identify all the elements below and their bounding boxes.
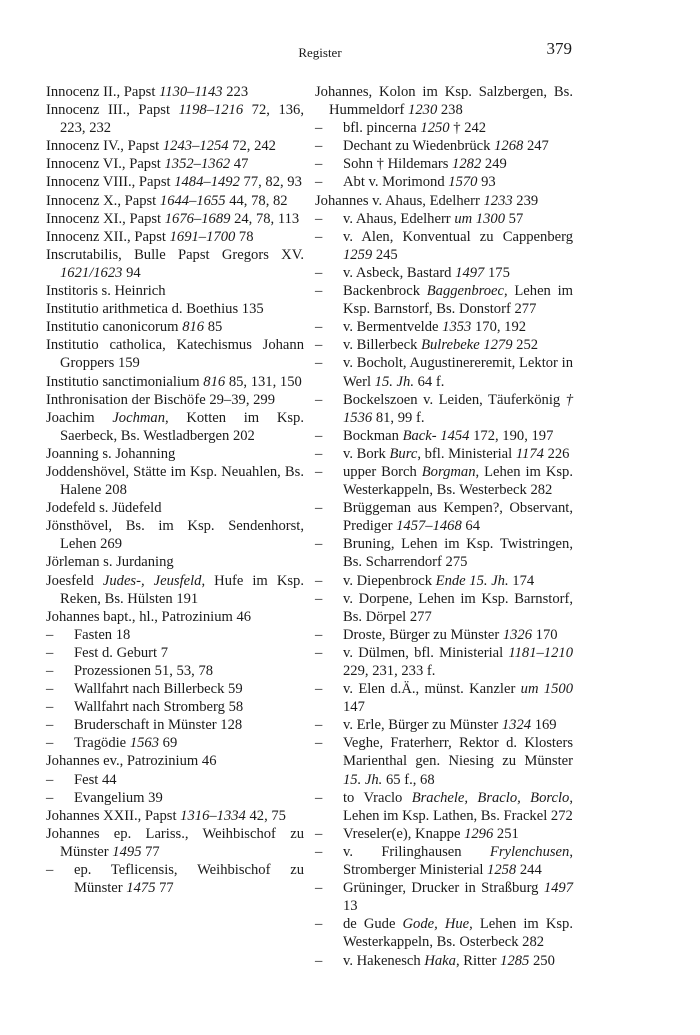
entry-italic-text: 1250 — [420, 120, 450, 137]
subentry-dash: – — [315, 427, 323, 444]
entry-italic-text: 1316–1334 — [180, 807, 246, 824]
entry-text: v. Alen, Konventual zu Cappenberg — [343, 228, 573, 245]
index-subentry — [315, 354, 573, 390]
entry-italic-text: Frylenchusen — [489, 843, 570, 860]
entry-text: 251 — [493, 825, 519, 842]
entry-text: , Lehen im Ksp. Westerkappeln, Bs. Osterbeck 282 — [343, 916, 573, 951]
subentry-dash: – — [315, 843, 323, 860]
subentry-dash: – — [46, 789, 54, 806]
index-entry — [46, 83, 304, 101]
entry-text: Johannes ep. Lariss., Weihbischof zu Münster — [46, 825, 304, 860]
entry-text: 77, 82, 93 — [239, 174, 302, 191]
index-subentry — [315, 680, 573, 716]
index-subentry — [315, 915, 573, 951]
index-entry — [46, 825, 304, 861]
entry-text: , bfl. Ministerial — [417, 445, 516, 462]
entry-italic-text: 1285 — [500, 952, 530, 969]
index-subentry — [46, 861, 304, 897]
subentry-dash: – — [315, 156, 323, 173]
subentry-dash: – — [315, 735, 323, 752]
entry-text: Sohn † Hildemars — [343, 156, 453, 173]
entry-italic-text: 1691–1700 — [169, 228, 236, 245]
entry-italic-text: Back- 1454 — [402, 427, 470, 444]
entry-text: Wallfahrt nach Stromberg 58 — [74, 699, 244, 716]
entry-text: Backenbrock — [343, 283, 427, 300]
entry-text: 57 — [505, 210, 524, 227]
entry-italic-text: 15. Jh. — [343, 771, 383, 788]
entry-text: 250 — [529, 952, 555, 969]
subentry-dash: – — [315, 445, 323, 462]
entry-italic-text: Jochman — [112, 409, 166, 426]
entry-text: Vreseler(e), Knappe — [343, 825, 465, 842]
entry-text: 170, 192 — [471, 319, 527, 336]
entry-text: Innocenz XI., Papst — [46, 210, 165, 227]
page-number: 379 — [546, 39, 572, 58]
entry-text: 93 — [477, 174, 496, 191]
entry-italic-text: 1326 — [502, 626, 533, 643]
entry-text: 64 — [461, 518, 481, 535]
entry-italic-text: 1570 — [448, 174, 478, 191]
entry-text: Johannes, Kolon im Ksp. Salzbergen, Bs. Hummeldorf — [315, 84, 573, 119]
entry-text: , Kotten im Ksp. Saerbeck, Bs. Westladbergen 202 — [60, 409, 304, 444]
index-subentry — [315, 264, 573, 282]
subentry-dash: – — [315, 210, 323, 227]
index-subentry — [315, 572, 573, 590]
entry-text: Joachim — [46, 409, 113, 426]
entry-italic-text: 1259 — [343, 246, 373, 263]
entry-text: , Lehen im Ksp. Westerkappeln, Bs. Westerbeck 282 — [343, 463, 573, 499]
entry-text: v. Bermentvelde — [343, 319, 443, 336]
index-subentry — [46, 662, 304, 680]
entry-text: Fest 44 — [74, 771, 117, 788]
subentry-dash: – — [315, 319, 323, 336]
entry-text: Institutio catholica, Katechismus Johann Groppers 159 — [46, 337, 304, 372]
index-entry — [46, 300, 304, 318]
index-subentry — [46, 680, 304, 698]
subentry-dash: – — [315, 789, 323, 806]
entry-italic-text: 1296 — [464, 825, 494, 842]
entry-text: 252 — [512, 337, 539, 354]
subentry-dash: – — [315, 174, 323, 191]
entry-text: Johannes bapt., hl., Patrozinium 46 — [46, 608, 252, 625]
entry-text: , Ritter — [455, 952, 501, 969]
entry-text: Institutio canonicorum — [46, 319, 183, 336]
entry-italic-text: 1475 — [126, 880, 156, 897]
entry-italic-text: 1497 — [455, 264, 485, 281]
subentry-dash: – — [315, 264, 323, 281]
entry-text: 247 — [523, 138, 549, 155]
subentry-dash: – — [315, 590, 323, 607]
index-entry — [46, 173, 304, 191]
subentry-dash: – — [46, 862, 54, 879]
index-entry — [46, 409, 304, 445]
entry-text: 65 f., 68 — [382, 771, 435, 788]
subentry-dash: – — [315, 355, 323, 372]
entry-text: v. Elen d.Ä., münst. Kanzler — [343, 681, 521, 698]
index-entry — [46, 752, 304, 770]
subentry-dash: – — [315, 681, 323, 698]
subentry-dash: – — [315, 120, 323, 137]
entry-italic-text: 1353 — [442, 319, 472, 336]
entry-text: v. Dülmen, bfl. Ministerial — [343, 644, 509, 661]
entry-text: 77 — [141, 843, 160, 860]
entry-italic-text: Gode, Hue — [402, 916, 470, 933]
entry-text: 78 — [235, 228, 254, 245]
entry-text: Joddenshövel, Stätte im Ksp. Neuahlen, Bs. Halene 208 — [46, 463, 304, 499]
index-subentry — [315, 155, 573, 173]
entry-text: Institutio sanctimonialium — [46, 373, 204, 390]
entry-text: , Stromberger Ministerial — [343, 843, 573, 879]
entry-text: Bockman — [343, 427, 403, 444]
entry-italic-text: 1230 — [408, 102, 438, 119]
entry-text: bfl. pincerna — [343, 120, 421, 137]
entry-italic-text: Burc — [389, 445, 418, 462]
entry-text: 169 — [531, 717, 557, 734]
index-subentry — [315, 626, 573, 644]
entry-italic-text: 1352–1362 — [164, 156, 231, 173]
entry-italic-text: 1198–1216 — [178, 102, 244, 119]
entry-italic-text: Haka — [424, 952, 456, 969]
index-subentry — [315, 137, 573, 155]
subentry-dash: – — [315, 391, 323, 408]
entry-text: Droste, Bürger zu Münster — [343, 626, 503, 643]
entry-text: Innocenz VI., Papst — [46, 156, 165, 173]
subentry-dash: – — [315, 138, 323, 155]
entry-italic-text: um 1300 — [454, 210, 505, 227]
index-subentry — [46, 734, 304, 752]
entry-text: v. Bocholt, Augustinereremit, Lektor in Werl — [343, 355, 573, 390]
index-subentry — [315, 445, 573, 463]
index-entry — [46, 228, 304, 246]
index-entry — [46, 391, 304, 409]
entry-text: Inthronisation der Bischöfe 29–39, 299 — [46, 391, 276, 408]
subentry-dash: – — [315, 283, 323, 300]
index-subentry — [315, 391, 573, 427]
entry-text: 13 — [343, 898, 358, 915]
index-entry — [46, 445, 304, 463]
entry-text: Jodefeld s. Jüdefeld — [46, 500, 162, 517]
entry-text: v. Frilinghausen — [343, 843, 490, 860]
entry-text: 64 f. — [413, 373, 445, 390]
entry-text: 226 — [543, 445, 570, 462]
entry-italic-text: Ende 15. Jh. — [435, 572, 509, 589]
entry-italic-text: 1268 — [494, 138, 524, 155]
index-entry — [315, 83, 573, 119]
index-subentry — [315, 716, 573, 734]
index-subentry — [315, 789, 573, 825]
entry-text: Wallfahrt nach Billerbeck 59 — [74, 681, 243, 698]
index-entry — [46, 246, 304, 282]
subentry-dash: – — [315, 463, 323, 480]
entry-text: Innocenz X., Papst — [46, 192, 160, 209]
entry-italic-text: 1495 — [112, 843, 142, 860]
entry-text: Institoris s. Heinrich — [46, 283, 166, 300]
subentry-dash: – — [315, 572, 323, 589]
running-header: Register — [298, 45, 342, 60]
index-entry — [46, 282, 304, 300]
entry-text: 249 — [481, 156, 507, 173]
index-entry — [46, 553, 304, 571]
entry-text: 72, 242 — [228, 138, 276, 155]
entry-text: v. Ahaus, Edelherr — [343, 210, 455, 227]
entry-text: Veghe, Fraterherr, Rektor d. Klosters Marienthal gen. Niesing zu Münster — [343, 735, 573, 770]
entry-text: Evangelium 39 — [74, 789, 163, 806]
index-subentry — [315, 336, 573, 354]
subentry-dash: – — [315, 228, 323, 245]
entry-text: Innocenz XII., Papst — [46, 228, 170, 245]
entry-text: Johannes XXII., Papst — [46, 807, 181, 824]
subentry-dash: – — [46, 626, 54, 643]
entry-italic-text: 1484–1492 — [174, 174, 240, 191]
entry-italic-text: 1644–1655 — [159, 192, 226, 209]
entry-text: Dechant zu Wiedenbrück — [343, 138, 495, 155]
index-entry — [46, 572, 304, 608]
index-entry — [46, 517, 304, 553]
index-entry — [46, 155, 304, 173]
entry-text: v. Erle, Bürger zu Münster — [343, 717, 502, 734]
entry-italic-text: 1181–1210 — [508, 644, 573, 661]
index-subentry — [315, 734, 573, 788]
index-entry — [46, 608, 304, 626]
entry-text: Innocenz II., Papst — [46, 84, 160, 100]
entry-text: Fasten 18 — [74, 626, 131, 643]
entry-text: 147 — [343, 699, 365, 716]
entry-italic-text: 1676–1689 — [164, 210, 231, 227]
entry-italic-text: 1233 — [483, 192, 513, 209]
subentry-dash: – — [315, 952, 323, 969]
subentry-dash: – — [315, 500, 323, 517]
entry-text: Johannes v. Ahaus, Edelherr — [315, 192, 484, 209]
index-subentry — [315, 590, 573, 626]
entry-italic-text: 1258 — [487, 862, 517, 879]
entry-text: 85, 131, 150 — [225, 373, 302, 390]
subentry-dash: – — [46, 644, 54, 661]
entry-text: 245 — [372, 246, 398, 263]
entry-text: Bockelszoen v. Leiden, Täuferkönig — [343, 391, 566, 408]
index-subentry — [46, 771, 304, 789]
entry-italic-text: Brachele, Braclo, Borclo — [411, 789, 570, 806]
index-column-right — [315, 83, 573, 970]
index-entry — [46, 210, 304, 228]
index-subentry — [315, 318, 573, 336]
index-subentry — [315, 173, 573, 191]
entry-text: 239 — [512, 192, 539, 209]
index-column-left — [46, 83, 304, 897]
index-subentry — [315, 879, 573, 915]
entry-text: 44, 78, 82 — [225, 192, 288, 209]
entry-text: 175 — [484, 264, 510, 281]
entry-text: 238 — [437, 102, 463, 119]
entry-text: † 242 — [449, 120, 487, 137]
entry-text: Abt v. Morimond — [343, 174, 449, 191]
entry-text: v. Asbeck, Bastard — [343, 264, 456, 281]
entry-text: v. Hakenesch — [343, 952, 425, 969]
entry-italic-text: Baggenbroec — [426, 283, 504, 300]
subentry-dash: – — [46, 735, 54, 752]
entry-text: Prozessionen 51, 53, 78 — [74, 663, 214, 679]
entry-italic-text: Judes-, Jeusfeld — [102, 572, 202, 589]
entry-italic-text: Bulrebeke 1279 — [421, 337, 513, 354]
entry-text: ep. Teflicensis, Weihbischof zu Münster — [74, 862, 304, 897]
entry-text: Innocenz VIII., Papst — [46, 174, 175, 191]
entry-text: 174 — [508, 572, 535, 589]
entry-text: Joanning s. Johanning — [46, 445, 176, 462]
subentry-dash: – — [46, 717, 54, 734]
entry-italic-text: 816 — [182, 319, 205, 336]
index-subentry — [315, 499, 573, 535]
index-subentry — [315, 228, 573, 264]
entry-text: , Hufe im Ksp. Reken, Bs. Hülsten 191 — [60, 572, 304, 607]
entry-text: to Vraclo — [343, 789, 412, 806]
index-subentry — [315, 644, 573, 680]
entry-text: , Lehen im Ksp. Barnstorf, Bs. Donstorf 277 — [343, 283, 573, 318]
subentry-dash: – — [315, 717, 323, 734]
entry-text: 42, 75 — [245, 807, 286, 824]
index-entry — [315, 192, 573, 210]
entry-text: upper Borch — [343, 463, 422, 480]
index-subentry — [315, 463, 573, 499]
entry-text: v. Dorpene, Lehen im Ksp. Barnstorf, Bs. Dörpel 277 — [343, 590, 573, 625]
subentry-dash: – — [315, 916, 323, 933]
subentry-dash: – — [315, 644, 323, 661]
entry-text: v. Billerbeck — [343, 337, 422, 354]
index-entry — [46, 463, 304, 499]
index-subentry — [315, 952, 573, 970]
entry-italic-text: 1563 — [129, 735, 159, 752]
entry-italic-text: 1174 — [515, 445, 544, 462]
subentry-dash: – — [315, 880, 323, 897]
index-entry — [46, 101, 304, 137]
entry-text: Jönsthövel, Bs. im Ksp. Sendenhorst, Lehen 269 — [46, 518, 304, 553]
entry-text: Jörleman s. Jurdaning — [46, 554, 174, 571]
index-entry — [46, 499, 304, 517]
entry-text: Innocenz III., Papst — [46, 102, 179, 119]
entry-text: 94 — [122, 264, 141, 281]
entry-text: 223 — [222, 84, 249, 100]
entry-text: 72, 136, 223, 232 — [60, 102, 304, 137]
entry-italic-text: 1130–1143 — [159, 84, 223, 100]
entry-text: 77 — [155, 880, 174, 897]
subentry-dash: – — [46, 771, 54, 788]
entry-italic-text: um 1500 — [520, 681, 573, 698]
index-subentry — [315, 535, 573, 571]
entry-text: Johannes ev., Patrozinium 46 — [46, 753, 217, 770]
entry-italic-text: 1621/1623 — [60, 264, 123, 281]
index-subentry — [46, 644, 304, 662]
entry-text: 170 — [532, 626, 558, 643]
entry-text: v. Diepenbrock — [343, 572, 436, 589]
index-entry — [46, 318, 304, 336]
entry-italic-text: 15. Jh. — [374, 373, 414, 390]
entry-italic-text: 1457–1468 — [396, 518, 462, 535]
entry-text: 172, 190, 197 — [469, 427, 554, 444]
entry-text: Bruderschaft in Münster 128 — [74, 717, 243, 734]
subentry-dash: – — [315, 337, 323, 354]
index-entry — [46, 336, 304, 372]
entry-text: Bruning, Lehen im Ksp. Twistringen, Bs. Scharrendorf 275 — [343, 536, 573, 571]
entry-text: 47 — [230, 156, 249, 173]
index-subentry — [315, 119, 573, 137]
index-subentry — [315, 843, 573, 879]
index-subentry — [46, 626, 304, 644]
entry-text: Fest d. Geburt 7 — [74, 644, 169, 661]
entry-text: Grüninger, Drucker in Straßburg — [343, 880, 544, 897]
entry-italic-text: 1497 — [543, 880, 573, 897]
entry-text: , Lehen im Ksp. Lathen, Bs. Frackel 272 — [343, 789, 574, 824]
index-subentry — [315, 427, 573, 445]
index-entry — [46, 192, 304, 210]
subentry-dash: – — [315, 825, 323, 842]
subentry-dash: – — [46, 663, 54, 679]
index-subentry — [46, 698, 304, 716]
index-entry — [46, 807, 304, 825]
entry-text: Joesfeld — [46, 572, 103, 589]
index-subentry — [46, 789, 304, 807]
entry-italic-text: 1282 — [452, 156, 482, 173]
subentry-dash: – — [315, 536, 323, 553]
entry-italic-text: Borgman — [421, 463, 476, 480]
subentry-dash: – — [315, 626, 323, 643]
entry-text: 81, 99 f. — [372, 409, 425, 426]
entry-text: 69 — [159, 735, 178, 752]
index-subentry — [315, 210, 573, 228]
entry-italic-text: 816 — [203, 373, 226, 390]
index-subentry — [46, 716, 304, 734]
entry-text: Institutio arithmetica d. Boethius 135 — [46, 301, 264, 318]
entry-text: de Gude — [343, 916, 403, 933]
subentry-dash: – — [46, 699, 54, 716]
entry-text: 85 — [204, 319, 223, 336]
index-entry — [46, 137, 304, 155]
index-subentry — [315, 282, 573, 318]
index-entry — [46, 373, 304, 391]
entry-text: 244 — [516, 862, 542, 879]
index-subentry — [315, 825, 573, 843]
entry-text: Inscrutabilis, Bulle Papst Gregors XV. — [46, 246, 304, 263]
entry-text: Tragödie — [74, 735, 130, 752]
entry-text: 229, 231, 233 f. — [343, 663, 436, 679]
entry-text: 24, 78, 113 — [230, 210, 300, 227]
entry-text: Innocenz IV., Papst — [46, 138, 163, 155]
entry-text: v. Bork — [343, 445, 390, 462]
entry-italic-text: 1324 — [501, 717, 532, 734]
entry-text: Brüggeman aus Kempen?, Observant, Prediger — [343, 500, 573, 535]
entry-italic-text: † 1536 — [343, 391, 573, 426]
entry-italic-text: 1243–1254 — [162, 138, 229, 155]
subentry-dash: – — [46, 681, 54, 698]
